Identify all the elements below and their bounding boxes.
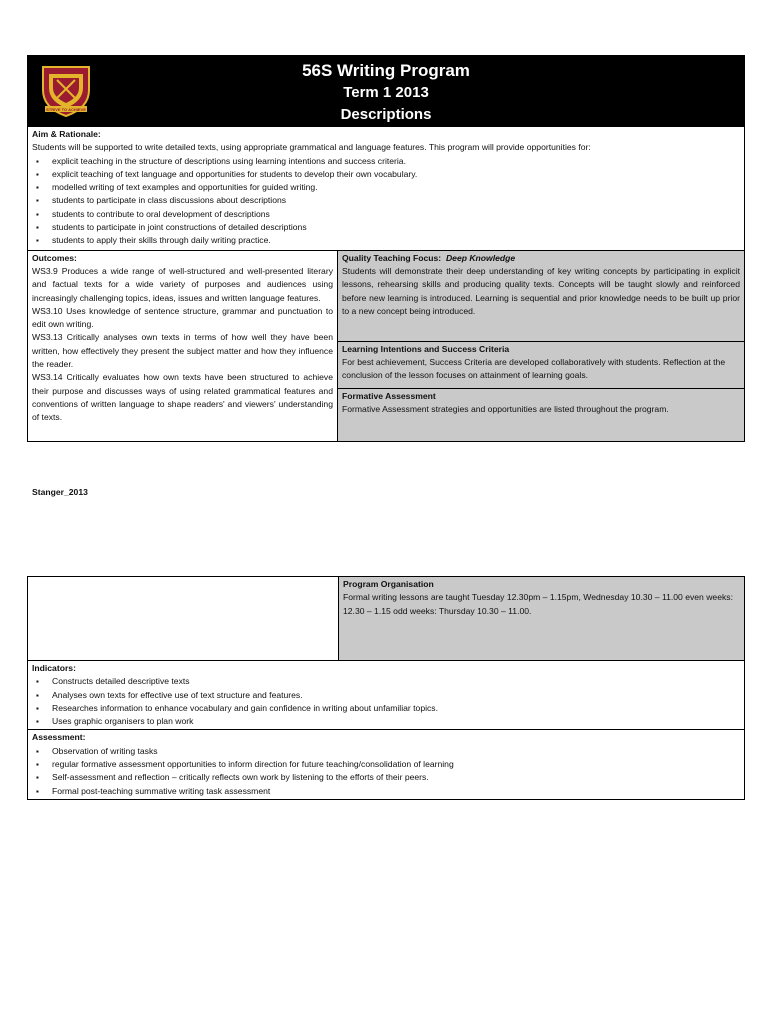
aim-heading: Aim & Rationale: [32,129,101,139]
title-banner [28,56,744,126]
list-item: ▪ explicit teaching in the structure of descriptions using learning intentions and success criteria. [32,155,740,168]
program-title: 56S Writing Program [302,61,470,80]
learning-intentions-text: For best achievement, Success Criteria are developed collaboratively with students. Reflection at the conclusion of the lesson focuses on attainment of learning goals. [342,356,726,381]
teaching-notes-column [338,251,744,441]
quality-teaching-text: Students will demonstrate their deep understanding of key writing concepts by participating in explicit lessons, rehearsing skills and producing quality texts. Concepts will be taught slowly and reinforced before new learning is introduced. Learning is sequential and prior knowledge needs to be built up prior to a new concept being introduced. [342,265,740,316]
outcome-item: WS3.10 Uses knowledge of sentence structure, grammar and punctuation to edit own writing. [32,305,333,330]
outcomes-row [28,250,744,441]
assessment-heading: Assessment: [32,732,86,743]
program-organisation-box [339,577,744,660]
list-item: ▪ students to contribute to oral development of descriptions [32,208,740,221]
assessment-section [28,729,744,798]
list-item: ▪ Formal post-teaching summative writing task assessment [32,785,740,798]
term-label: Term 1 2013 [343,84,429,101]
learning-intentions-box [338,341,744,388]
indicators-heading: Indicators: [32,663,76,673]
organisation-table [27,576,745,800]
list-item: ▪ students to apply their skills through daily writing practice. [32,234,740,247]
formative-text: Formative Assessment strategies and opportunities are listed throughout the program. [342,403,669,414]
unit-title: Descriptions [340,106,432,123]
list-item: ▪ Uses graphic organisers to plan work [32,715,740,728]
empty-cell [28,577,339,660]
outcome-item: WS3.14 Critically evaluates how own texts have been structured to achieve their purpose and discusses ways of using related grammatical features and conventions of written language to shape readers' and viewers' understanding of texts. [32,372,333,423]
list-item: ▪ Observation of writing tasks [32,745,740,758]
outcomes-heading: Outcomes: [32,252,77,263]
aim-list [32,155,740,248]
formative-heading: Formative Assessment [342,390,436,401]
indicators-section [28,660,744,729]
assessment-list [32,745,740,798]
list-item: ▪ Constructs detailed descriptive texts [32,675,740,688]
list-item: ▪ modelled writing of text examples and opportunities for guided writing. [32,181,740,194]
quality-teaching-box [338,251,744,341]
list-item: ▪ regular formative assessment opportunities to inform direction for future teaching/consolidation of learning [32,758,740,771]
program-organisation-heading: Program Organisation [343,579,434,589]
outcomes-section [28,251,338,441]
list-item: ▪ Self-assessment and reflection – critically reflects own work by listening to the efforts of their peers. [32,771,740,784]
learning-intentions-heading: Learning Intentions and Success Criteria [342,343,510,354]
crest-motto: STRIVE TO ACHIEVE [46,107,86,112]
program-organisation-text: Formal writing lessons are taught Tuesday 12.30pm – 1.15pm, Wednesday 10.30 – 11.00 even weeks: 12.30 – 1.15 odd weeks: Thursday 10.30 – 11.00. [343,592,733,616]
indicators-list [32,675,740,728]
formative-assessment-box [338,388,744,441]
list-item: ▪ students to participate in joint constructions of detailed descriptions [32,221,740,234]
list-item: ▪ Analyses own texts for effective use of text structure and features. [32,689,740,702]
quality-teaching-heading: Quality Teaching Focus: [342,252,442,263]
quality-teaching-focus: Deep Knowledge [445,252,516,263]
aim-intro: Students will be supported to write detailed texts, using appropriate grammatical and language features. This program will provide opportunities for: [32,142,591,153]
author-label: Stanger_2013 [32,487,88,497]
list-item: ▪ students to participate in class discussions about descriptions [32,194,740,207]
outcome-item: WS3.13 Critically analyses own texts in terms of how well they have been written, how effectively they present the subject matter and how they influence the reader. [32,332,333,370]
outcome-item: WS3.9 Produces a wide range of well-structured and well-presented literary and factual texts for a wide variety of purposes and audiences using increasingly challenging topics, ideas, issues and written language features. [32,265,333,303]
list-item: ▪ Researches information to enhance vocabulary and gain confidence in writing about unfamiliar topics. [32,702,740,715]
list-item: ▪ explicit teaching of text language and opportunities for students to develop their own vocabulary. [32,168,740,181]
aim-section [28,126,744,250]
school-crest-icon [39,64,93,118]
program-table [27,55,745,442]
organisation-row [28,577,744,660]
